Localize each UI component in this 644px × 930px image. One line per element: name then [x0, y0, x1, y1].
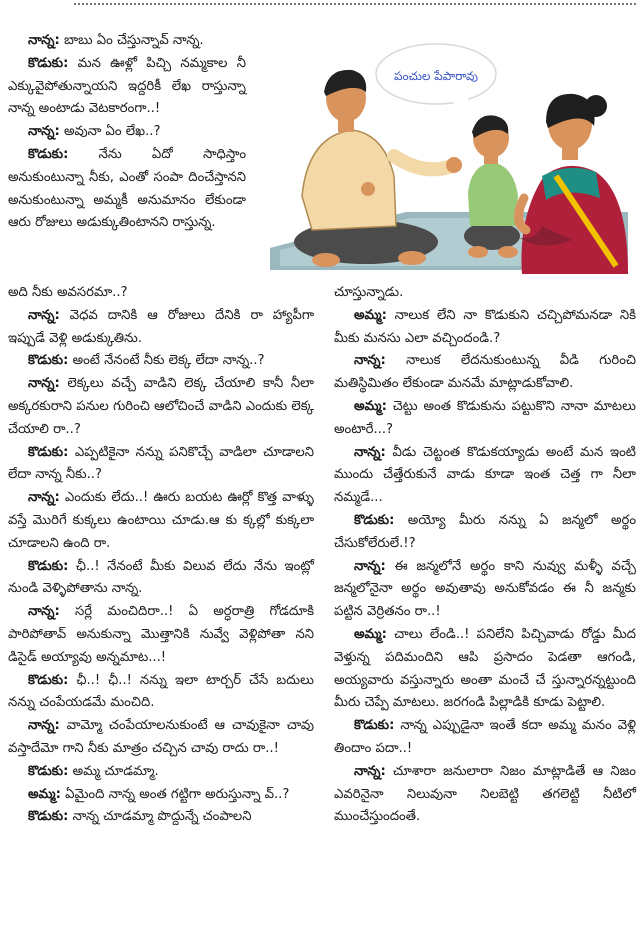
dialogue-text: వీడు చెట్టంత కొడుకయ్యాడు అంటే మన ఇంటి ముందు చేత్తేరుకునే వాడు కూడా ఇంత చెత్త గా నీలా నమ్మడే... [334, 444, 636, 506]
dialogue-text: చెట్టు అంత కొడుకును పట్టుకొని నానా మాటలు అంటారే...? [334, 398, 636, 437]
dialogue-line [8, 144, 246, 235]
speaker-label: కొడుకు: [28, 353, 69, 369]
speaker-label: కొడుకు: [28, 146, 69, 162]
speaker-label: కొడుకు: [28, 558, 69, 574]
top-dotted-rule [74, 3, 636, 5]
dialogue-text: అంటే నేనంటే నీకు లెక్క లేదా నాన్న..? [68, 353, 265, 369]
dialogue-text: అయ్యో మీరు నన్ను ఏ జన్మలో అర్థం చేసుకోలేరులే.!? [334, 512, 636, 551]
dialogue-text: ఛీ..! నేనంటే మీకు విలువ లేదు నేను ఇంట్లో నుండి వెళ్ళిపోతాను నాన్న. [8, 558, 314, 597]
dialogue-line [8, 121, 246, 144]
dialogue-line [334, 556, 636, 624]
dialogue-line [8, 556, 314, 602]
speaker-label: కొడుకు: [354, 718, 395, 734]
dialogue-text: ఈ జన్మలోనే అర్థం కాని నువ్వు మళ్ళీ వచ్చే జన్మలోనైనా అర్థం అవుతావు అనుకోవడం ఈ నీ జన్మకు పట్టిన వెర్రితనం రా..! [334, 558, 636, 620]
bubble-text: పంచుల పేపారావు [394, 69, 478, 83]
boy-figure [464, 115, 520, 258]
dialogue-line [334, 282, 636, 305]
dialogue-text: నాన్న చూడమ్మా పొద్దున్నే చంపాలని [68, 809, 252, 825]
speaker-label: నాన్న: [354, 763, 386, 779]
dialogue-text: అది నీకు అవసరమా..? [8, 285, 128, 300]
speaker-label: నాన్న: [28, 604, 60, 620]
dialogue-line [8, 761, 314, 784]
dialogue-line [334, 396, 636, 442]
speech-bubble [376, 44, 496, 122]
dialogue-text: వామ్మో చంపేయాలనుకుంటే ఆ చావుకైనా చావు వస్తాదేమో గాని నీకు మాత్రం చచ్చిన చావు రాదు రా..! [8, 718, 314, 756]
dialogue-text: అమ్మ చూడమ్మా. [68, 763, 159, 779]
dialogue-line [8, 715, 314, 761]
dialogue-line [8, 53, 246, 121]
dialogue-line [8, 373, 314, 441]
dialogue-text: ఏమైంది నాన్న అంత గట్టిగా అరుస్తున్నా వ్..? [60, 786, 290, 802]
dialogue-text: సర్లే మంచిదిరా..! ఏ అర్ధరాత్రి గోడదూకి పారిపోతావ్ అనుకున్నా మొత్తానికి నువ్వే వెళ్లిపోతా నని డిసైడ్ అయ్యావు అన్నమాట...! [8, 604, 314, 665]
dialogue-line [8, 305, 314, 351]
dialogue-line [334, 510, 636, 556]
column-left [8, 282, 314, 829]
speaker-label: కొడుకు: [28, 672, 69, 688]
speaker-label: కొడుకు: [28, 444, 69, 460]
speaker-label: నాన్న: [28, 376, 60, 392]
dialogue-line [8, 806, 314, 829]
speaker-label: కొడుకు: [354, 512, 395, 528]
dialogue-text: చూశారా జనులారా నిజం మాట్లాడితే ఆ నిజం ఎవరినైనా నిలువునా నిలబెట్టి తగలెట్టి నీటిలో ముంచేస్తుందంతే. [334, 763, 636, 825]
dialogue-line [8, 784, 314, 807]
speaker-label: అమ్మ: [354, 307, 387, 323]
speaker-label: అమ్మ: [354, 398, 387, 414]
dialogue-text: చాలు లేండి..! పనిలేని పిచ్చివాడు రోడ్డు మీద వెళ్తున్న పదిమందిని ఆపి ప్రసాదం పెడతా ఆగండి, అయ్యవారు వస్తున్నారు అంతా మంచే చే స్తున్నారన్నట్టుంది మీరు చెప్పే మాటలు. జరగండి పిల్లాడికి కూడు పెట్టాలి. [334, 626, 636, 711]
speaker-label: నాన్న: [28, 718, 60, 734]
dialogue-text: చూస్తున్నాడు. [334, 285, 404, 300]
dialogue-text: నేను ఏదో సాధిస్తాం అనుకుంటున్నా నీకు, ఎంతో సంపా దించేస్తానని అనుకుంటున్నా అమ్మకీ అనుమానం లేకుండా ఆరు రోజులు అడుక్కుతింటానని రాస్తున్న. [8, 146, 246, 231]
dialogue-text: ఎందుకు లేదు..! ఊరు బయట ఊర్లో కొత్త వాళ్ళు వస్తే మొరిగే కుక్కలు ఉంటాయి చూడు.ఆ కు క్కల్లో కుక్కలా చూడాలని ఉంది రా. [8, 490, 314, 551]
column-right [334, 282, 636, 829]
dialogue-line [8, 487, 314, 555]
dialogue-text: ఎప్పటికైనా నన్ను పనికొచ్చే వాడిలా చూడాలని లేదా నాన్న నీకు..? [8, 444, 314, 483]
dialogue-text: నాలుక లేదనుకుంటున్న వీడి గురించి మతిస్థిమితం లేకుండా మనమే మాట్లాడుకోవాలి. [334, 353, 636, 392]
dialogue-line [334, 305, 636, 351]
speaker-label: నాన్న: [354, 353, 386, 369]
dialogue-text: అవునా ఏం లేఖ..? [59, 124, 161, 140]
dialogue-text: లెక్కలు వచ్చే వాడిని లెక్క చేయాలి కానీ నీలా అక్కరకురాని పనుల గురించి ఆలోచించే వాడిని ఎందుకు లెక్క చేయాలి రా..? [8, 376, 314, 437]
dialogue-line [8, 350, 314, 373]
speaker-label: కొడుకు: [28, 809, 69, 825]
dialogue-line [334, 442, 636, 510]
dialogue-line [334, 350, 636, 396]
dialogue-line [8, 30, 246, 53]
speaker-label: అమ్మ: [354, 626, 387, 642]
dialogue-line [334, 715, 636, 761]
dialogue-line [8, 442, 314, 488]
speaker-label: నాన్న: [28, 490, 60, 506]
speaker-label: నాన్న: [28, 33, 60, 48]
speaker-label: నాన్న: [354, 444, 386, 460]
speaker-label: నాన్న: [354, 558, 386, 574]
speaker-label: అమ్మ: [28, 786, 61, 802]
dialogue-line [8, 670, 314, 716]
dialogue-line [8, 601, 314, 669]
speaker-label: నాన్న: [28, 124, 60, 140]
dialogue-text: నాలుక లేని నా కొడుకుని చచ్చిపోమనడా నికి మీకు మనసు ఎలా వచ్చిందండి.? [334, 307, 636, 346]
dialogue-text: బాబు ఏం చేస్తున్నావ్ నాన్న. [59, 33, 204, 48]
column-top-left [8, 30, 246, 235]
dialogue-text: ఛీ..! ఛీ..! నన్ను ఇలా టార్చర్ చేసే బదులు నన్ను చంపేయడమే మంచిది. [8, 672, 314, 711]
mother-figure [518, 94, 628, 274]
dialogue-text: నాన్న ఎప్పుడైనా ఇంతే కదా అమ్మ మనం వెళ్లి తిందాం పదా..! [334, 718, 636, 756]
family-illustration [256, 26, 636, 282]
dialogue-line [334, 624, 636, 715]
dialogue-line [334, 761, 636, 829]
speaker-label: కొడుకు: [28, 55, 69, 71]
speaker-label: కొడుకు: [28, 763, 69, 779]
dialogue-text: వెధవ దానికి ఆ రోజులు దేనికి రా హ్యాపీగా ఇప్పుడే వెళ్లి అడుక్కుతిను. [8, 307, 314, 346]
speaker-label: నాన్న: [28, 307, 60, 323]
dialogue-line [8, 282, 314, 305]
dialogue-text: మన ఊళ్లో పిచ్చి నమ్మకాల నీ ఎక్కువైపోతున్నాయని ఇద్దరికీ లేఖ రాస్తున్నా నాన్న అంటాడు వెటకారంగా..! [8, 55, 246, 117]
